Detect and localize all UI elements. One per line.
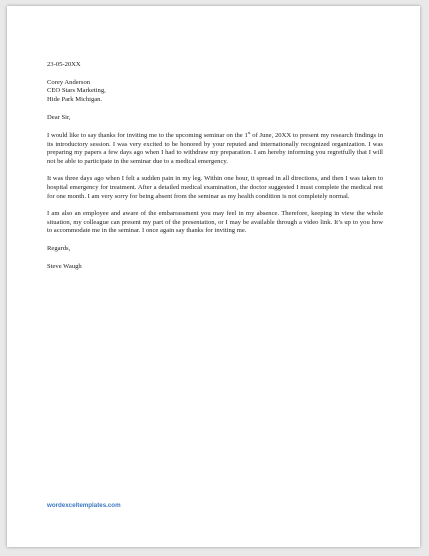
paragraph-1	[47, 129, 384, 166]
paragraph-1-rest: of June, 20XX to present my research findings in its introductory session. I was very excited to be honored by your reputed and internationally recognized organization. I was preparing my papers a few days ago when I had to withdraw my preparation. I am hereby informing you regretfully that I will not be able to participate in the seminar due to a medical emergency.	[47, 131, 384, 165]
recipient-address: Hide Park Michigan.	[47, 95, 103, 103]
paragraph-1-start: I would like to say thanks for inviting me to the upcoming seminar on the 1	[47, 131, 248, 139]
recipient-name: Corey Anderson	[47, 78, 91, 86]
closing: Regards,	[47, 244, 71, 252]
footer-watermark: wordexceltemplates.com	[47, 502, 121, 509]
document-page	[7, 6, 420, 547]
ordinal-suffix: st	[247, 129, 251, 135]
recipient-address-block	[47, 79, 383, 105]
salutation: Dear Sir,	[47, 114, 71, 122]
letter-date: 23-05-20XX	[47, 61, 81, 68]
paragraph-3: I am also an employee and aware of the embarrassment you may feel in my absence. Therefore, keeping in view the whole situation, my colleague can present my part of the presentation, or I may be available through a video link. It’s up to you how to accommodate me in the seminar. I once again say thanks for inviting me.	[47, 210, 383, 235]
letter-body	[47, 61, 383, 271]
signature-name: Steve Waugh	[47, 262, 82, 270]
paragraph-2: It was three days ago when I felt a sudden pain in my leg. Within one hour, it spread in all directions, and then I was taken to hospital emergency for treatment. After a detailed medical examination, the doctor suggested I must complete the medical rest for one month. I am very sorry for being absent from the seminar as my health condition is not completely normal.	[47, 175, 383, 200]
recipient-title: CEO Stars Marketing,	[47, 87, 106, 95]
